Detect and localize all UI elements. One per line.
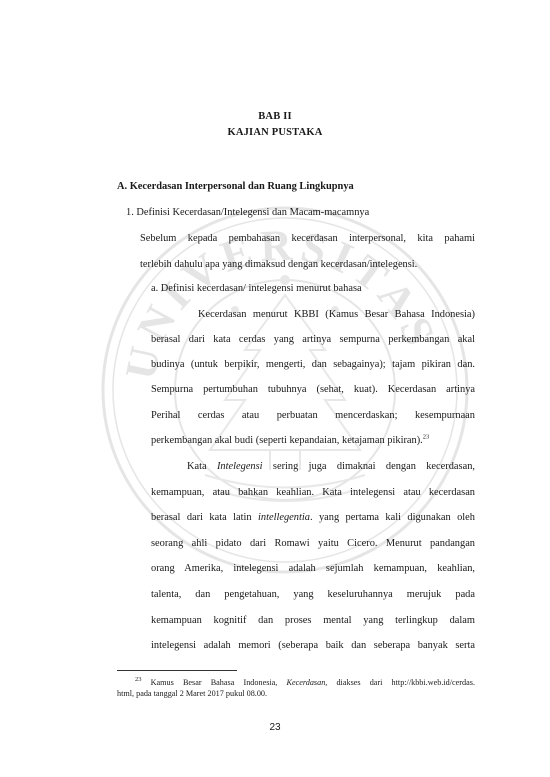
footnote-number: 23: [135, 676, 142, 684]
paragraph-line: terlebih dahulu apa yang dimaksud dengan kecerdasan/intelegensi.: [140, 259, 418, 270]
footnote-reference: 23: [422, 433, 430, 441]
chapter-number: BAB II: [258, 111, 292, 122]
subsection-heading-1: 1. Definisi Kecerdasan/Intelegensi dan Macam-macamnya: [126, 207, 370, 218]
text-run: . yang pertama kali digunakan oleh: [309, 512, 475, 523]
section-heading-a: A. Kecerdasan Interpersonal dan Ruang Lingkupnya: [117, 181, 354, 192]
page-number: 23: [269, 722, 281, 733]
text-run: diakses dari http://kbbi.web.id/cerdas.: [327, 678, 475, 687]
text-run: sering juga dimaknai dengan kecerdasan,: [262, 461, 475, 472]
paragraph-line: [151, 511, 475, 524]
paragraph-line: Kecerdasan menurut KBBI (Kamus Besar Bahasa Indonesia): [198, 309, 475, 320]
text-run: Kata: [187, 461, 217, 472]
paragraph-line: seorang ahli pidato dari Romawi yaitu Cicero. Menurut pandangan: [151, 538, 475, 549]
emphasis-text: Kecerdasan,: [286, 678, 328, 687]
footnote-divider: [117, 670, 237, 671]
footnote-line: html, pada tanggal 2 Maret 2017 pukul 08.00.: [117, 689, 268, 698]
paragraph-line: Sebelum kepada pembahasan kecerdasan interpersonal, kita pahami: [140, 233, 475, 244]
subsection-heading-a: a. Definisi kecerdasan/ intelegensi menurut bahasa: [151, 283, 362, 294]
paragraph-line: [187, 460, 475, 473]
paragraph-line: orang Amerika, intelegensi adalah sejumlah kemampuan, keahlian,: [151, 563, 475, 574]
paragraph-line: Perihal cerdas atau perbuatan mencerdaskan; kesempurnaan: [151, 410, 475, 421]
paragraph-line: berasal dari kata cerdas yang artinya sempurna perkembangan akal: [151, 334, 475, 345]
paragraph-text: perkembangan akal budi (seperti kepandaian, ketajaman pikiran).: [151, 435, 423, 446]
paragraph-line: kemampuan, atau bahkan keahlian. Kata intelegensi atau kecerdasan: [151, 487, 475, 498]
emphasis-text: intellegentia: [257, 512, 310, 523]
text-run: berasal dari kata latin: [151, 512, 258, 523]
paragraph-line: intelegensi adalah memori (seberapa baik dan seberapa banyak serta: [151, 640, 475, 651]
text-run: Kamus Besar Bahasa Indonesia,: [141, 678, 287, 687]
emphasis-text: Intelegensi: [216, 461, 263, 472]
paragraph-line: kemampuan kognitif dan proses mental yang terlingkup dalam: [151, 615, 475, 626]
paragraph-line: budinya (untuk berpikir, mengerti, dan sebagainya); tajam pikiran dan.: [151, 359, 475, 370]
paragraph-line: talenta, dan pengetahuan, yang keseluruhannya merujuk pada: [151, 589, 475, 600]
paragraph-line: Sempurna pertumbuhan tubuhnya (sehat, kuat). Kecerdasan artinya: [151, 384, 475, 395]
svg-text:UNIVERSITAS: UNIVERSITAS: [115, 220, 447, 384]
chapter-title: KAJIAN PUSTAKA: [227, 127, 323, 138]
paragraph-line: [151, 434, 429, 447]
footnote-line: [117, 677, 475, 688]
